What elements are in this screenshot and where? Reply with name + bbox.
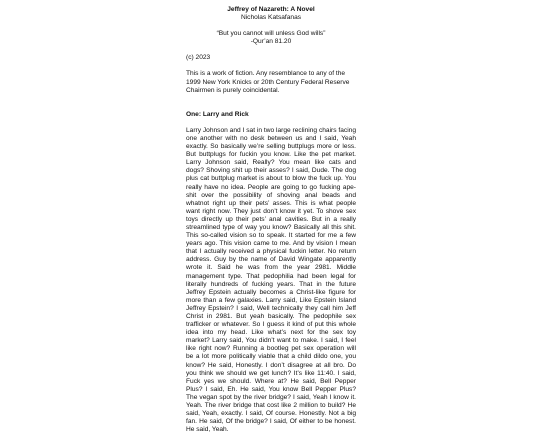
disclaimer-text: This is a work of fiction. Any resemblance to any of the 1999 New York Knicks or 20th Century Federal Reserve Chairmen is purely coincidental.: [186, 70, 350, 94]
spacer: [186, 22, 356, 30]
chapter-heading: One: Larry and Rick: [186, 110, 249, 118]
spacer: [186, 119, 356, 127]
spacer: [186, 46, 356, 54]
document-page: [186, 6, 356, 434]
epigraph-source: -Qur’an 81.20: [250, 38, 292, 46]
epigraph-quote: “But you cannot will unless God wills”: [216, 30, 326, 38]
book-title: Jeffrey of Nazareth: A Novel: [227, 6, 315, 13]
author-name: Nicholas Katsafanas: [240, 14, 302, 22]
spacer: [186, 62, 356, 70]
chapter-body: Larry Johnson and I sat in two large reclining chairs facing one another with no desk between us and I said, Yeah exactly. So basically we’re selling buttplugs more or less. But buttplugs for fuckin you know. Like the pet market. Larry Johnson said, Really? You mean like cats and dogs? Shoving shit up their asses? I said, Dude. The dog plus cat buttplug market is about to blow the fuck up. You really have no idea. People are going to go fucking ape-shit over the possibility of shoving anal beads and whatnot right up their pets’ asses. This is what people want right now. They just don’t know it yet. To shove sex toys directly up their pets’ anal cavities. But in a really streamlined type of way you know? Basically all this shit. This so-called vision so to speak. It started for me a few years ago. This vision came to me. And by vision I mean that I actually received a physical fuckin letter. No return address. Guy by the name of David Wingate apparently wrote it. Said he was from the year 2981. Middle management type. That pedophilia had been legal for literally hundreds of fucking years. That in the future Jeffrey Epstein actually becomes a Christ-like figure for more than a few galaxies. Larry said, Like Epstein Island Jeffrey Epstein? I said, Well technically they call him Jeff Christ in 2981. But yeah basically. The pedophile sex trafficker or whatever. So I guess it kind of put this whole idea into my head. Like what’s next for the sex toy market? Larry said, You didn’t want to make. I said, I feel like right now? Running a bootleg pet sex operation will be a lot more politically viable that a child dildo one, you know? He said, Honestly. I don’t disagree at all bro. Do you think we should we get lunch? It’s like 11:40. I said, Fuck yes we should. Where at? He said, Bell Pepper Plus? I said, Eh. He said, You know Bell Pepper Plus? The vegan spot by the river bridge? I said, Yeah I know it. Yeah. The river bridge that cost like 2 million to build? He said, Yeah, exactly. I said, Of course. Honestly. Not a big fan. He said, Of the bridge? I said, Of either to be honest. He said, Yeah.: [186, 126, 356, 434]
copyright-notice: (c) 2023: [186, 54, 211, 62]
spacer: [186, 95, 356, 111]
